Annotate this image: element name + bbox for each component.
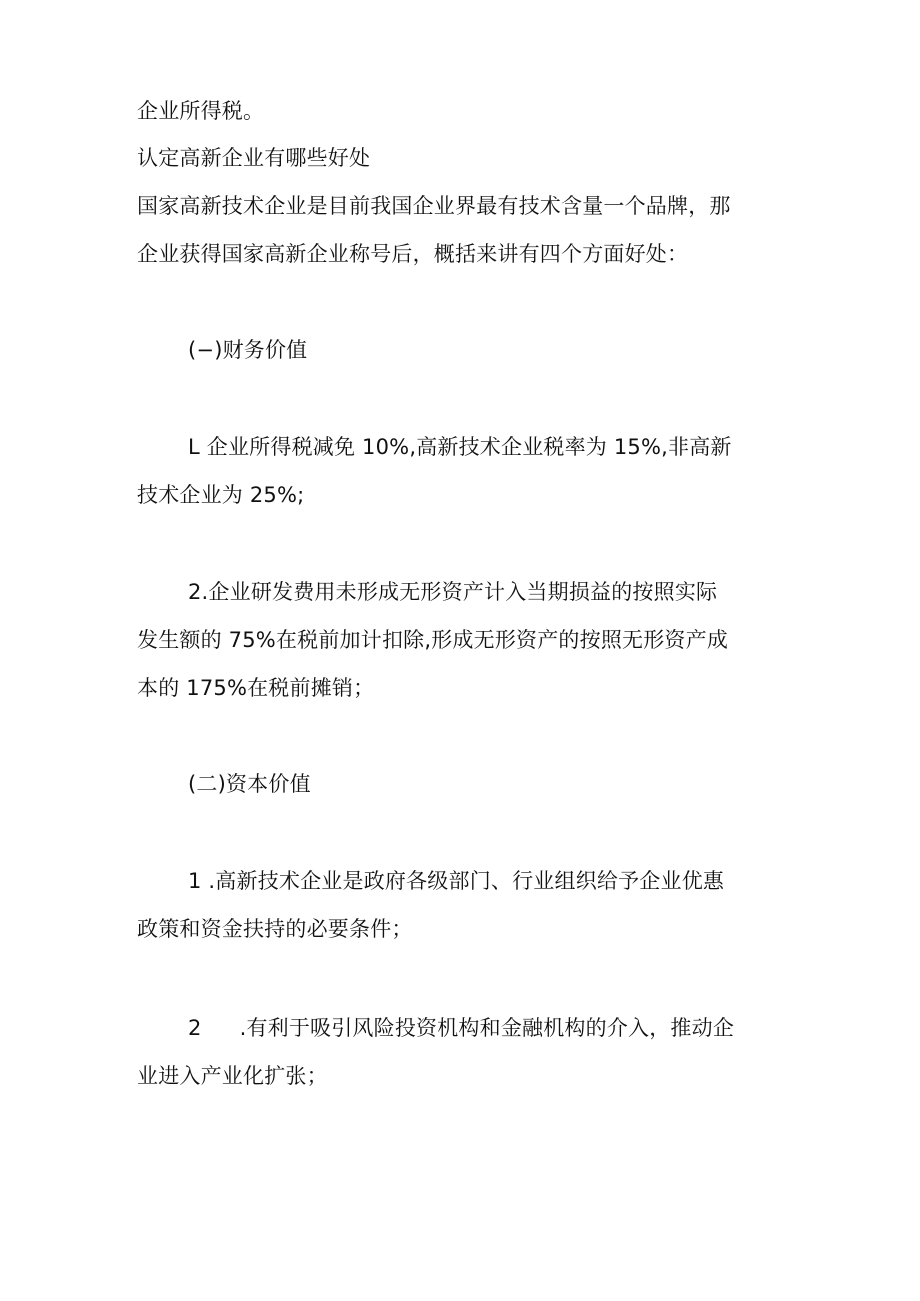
text-line: 发生额的 75%在税前加计扣除,形成无形资产的按照无形资产成 <box>137 628 729 652</box>
text-line: 2.企业研发费用未形成无形资产计入当期损益的按照实际 <box>188 580 718 604</box>
subsection-heading: (二)资本价值 <box>188 772 311 796</box>
text-line <box>188 1013 734 1043</box>
text-line: 业进入产业化扩张； <box>137 1064 328 1088</box>
text-line: 企业获得国家高新企业称号后，概括来讲有四个方面好处： <box>137 242 689 266</box>
text-line: 政策和资金扶持的必要条件； <box>137 917 413 941</box>
section-heading: 认定高新企业有哪些好处 <box>137 146 371 170</box>
text-line: L 企业所得税减免 10%,高新技术企业税率为 15%,非高新 <box>188 435 732 459</box>
list-text: .有利于吸引风险投资机构和金融机构的介入，推动企 <box>239 1016 735 1040</box>
text-line: 企业所得税。 <box>137 99 265 123</box>
text-line: 国家高新技术企业是目前我国企业界最有技术含量一个品牌，那 <box>137 194 731 218</box>
text-line: 技术企业为 25%; <box>137 483 305 507</box>
text-line: 本的 175%在税前摊销； <box>137 676 375 700</box>
subsection-heading: (−)财务价值 <box>188 338 308 362</box>
text-line: 1 .高新技术企业是政府各级部门、行业组织给予企业优惠 <box>188 869 725 893</box>
list-number: 2 <box>188 1016 202 1040</box>
